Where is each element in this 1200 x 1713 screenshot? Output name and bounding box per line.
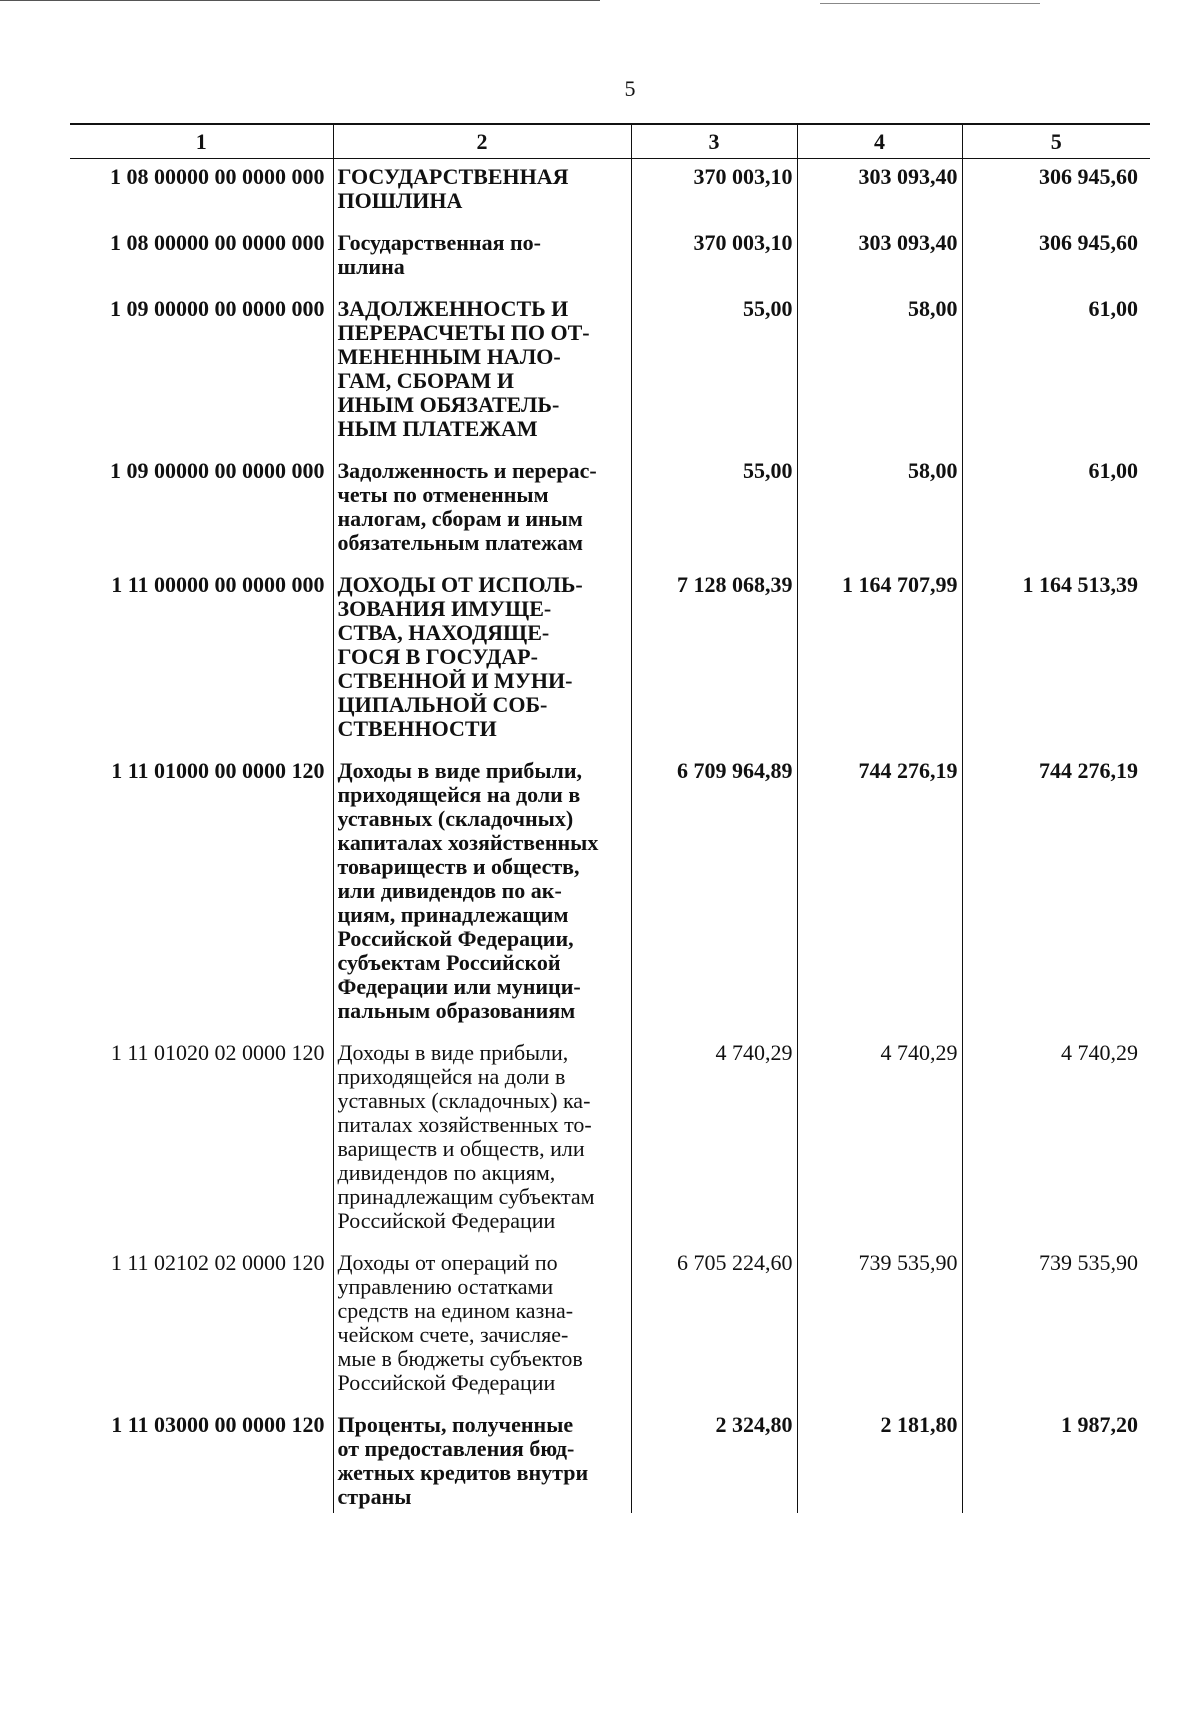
column-header: 2 (333, 124, 631, 159)
revenue-name-line: НЫМ ПЛАТЕЖАМ (337, 416, 538, 441)
row-spacer (70, 279, 1150, 291)
revenue-name (333, 1245, 631, 1395)
revenue-name (333, 567, 631, 741)
budget-code: 1 11 03000 00 0000 120 (111, 1412, 325, 1437)
table-row (70, 567, 1150, 741)
revenue-name-line: или дивидендов по ак- (337, 878, 562, 903)
revenue-name-line: налогам, сборам и иным (337, 506, 583, 531)
budget-code: 1 11 00000 00 0000 000 (111, 572, 325, 597)
amount-column-4: 739 535,90 (797, 1245, 962, 1395)
revenue-name-line: пальным образованиям (337, 998, 576, 1023)
revenue-name-line: ИНЫМ ОБЯЗАТЕЛЬ- (337, 392, 560, 417)
revenue-name-line: приходящейся на доли в (337, 1064, 566, 1089)
amount-column-3: 370 003,10 (631, 159, 797, 214)
amount-column-5: 61,00 (962, 453, 1150, 555)
revenue-name-line: дивидендов по акциям, (337, 1160, 556, 1185)
revenue-name (333, 753, 631, 1023)
revenue-name-line: уставных (складочных) ка- (337, 1088, 591, 1113)
table-row (70, 1407, 1150, 1509)
revenue-name-line: субъектам Российской (337, 950, 561, 975)
revenue-name-line: капиталах хозяйственных (337, 830, 599, 855)
budget-code: 1 11 02102 02 0000 120 (110, 1250, 325, 1275)
revenue-name-line: питалах хозяйственных то- (337, 1112, 592, 1137)
page-number: 5 (624, 76, 636, 101)
amount-column-4: 744 276,19 (797, 753, 962, 1023)
row-spacer (70, 1233, 1150, 1245)
revenue-name-line: ЗАДОЛЖЕННОСТЬ И (337, 296, 569, 321)
table-body (70, 159, 1150, 1514)
revenue-name-line: СТВЕННОСТИ (337, 716, 497, 741)
amount-column-3: 7 128 068,39 (631, 567, 797, 741)
revenue-name-line: ГОСЯ В ГОСУДАР- (337, 644, 538, 669)
revenue-name-line: ДОХОДЫ ОТ ИСПОЛЬ- (337, 572, 583, 597)
revenue-name-line: принадлежащим субъектам (337, 1184, 595, 1209)
table-row (70, 159, 1150, 214)
amount-column-4: 303 093,40 (797, 225, 962, 279)
amount-column-3: 370 003,10 (631, 225, 797, 279)
revenue-name-line: Доходы в виде прибыли, (337, 1040, 569, 1065)
budget-code: 1 11 01020 02 0000 120 (110, 1040, 325, 1065)
scan-edge-line (0, 0, 600, 1)
revenue-name-line: ПЕРЕРАСЧЕТЫ ПО ОТ- (337, 320, 590, 345)
revenue-name-line: управлению остатками (337, 1274, 554, 1299)
amount-column-5: 739 535,90 (962, 1245, 1150, 1395)
amount-column-4: 303 093,40 (797, 159, 962, 214)
revenue-name-line: Доходы от операций по (337, 1250, 558, 1275)
revenue-name (333, 1035, 631, 1233)
row-spacer (70, 1395, 1150, 1407)
revenue-name (333, 225, 631, 279)
amount-column-5: 4 740,29 (962, 1035, 1150, 1233)
revenue-name-line: приходящейся на доли в (337, 782, 581, 807)
revenue-name-line: циям, принадлежащим (337, 902, 569, 927)
amount-column-5: 1 987,20 (962, 1407, 1150, 1509)
revenue-name-line: Федерации или муници- (337, 974, 581, 999)
revenue-name-line: Государственная по- (337, 230, 541, 255)
revenue-name (333, 291, 631, 441)
table-row (70, 291, 1150, 441)
budget-code: 1 11 01000 00 0000 120 (111, 758, 325, 783)
amount-column-3: 55,00 (631, 453, 797, 555)
amount-column-4: 2 181,80 (797, 1407, 962, 1509)
budget-code: 1 09 00000 00 0000 000 (110, 458, 325, 483)
amount-column-4: 58,00 (797, 291, 962, 441)
row-spacer (70, 741, 1150, 753)
budget-code: 1 09 00000 00 0000 000 (110, 296, 325, 321)
revenue-name-line: СТВЕННОЙ И МУНИ- (337, 668, 573, 693)
amount-column-3: 6 705 224,60 (631, 1245, 797, 1395)
revenue-name-line: уставных (складочных) (337, 806, 574, 831)
revenue-name-line: Российской Федерации (337, 1370, 556, 1395)
amount-column-3: 2 324,80 (631, 1407, 797, 1509)
revenue-name-line: обязательным платежам (337, 530, 583, 555)
amount-column-4: 1 164 707,99 (797, 567, 962, 741)
budget-code: 1 08 00000 00 0000 000 (110, 164, 325, 189)
revenue-table (70, 123, 1150, 1513)
table-row (70, 753, 1150, 1023)
revenue-name-line: жетных кредитов внутри (337, 1460, 589, 1485)
amount-column-4: 58,00 (797, 453, 962, 555)
revenue-name-line: Доходы в виде прибыли, (337, 758, 583, 783)
scan-edge-line (820, 3, 1040, 4)
revenue-name-line: четы по отмененным (337, 482, 549, 507)
revenue-name-line: мые в бюджеты субъектов (337, 1346, 583, 1371)
revenue-name-line: ГОСУДАРСТВЕННАЯ (337, 164, 569, 189)
row-spacer (70, 1509, 1150, 1513)
revenue-name (333, 1407, 631, 1509)
table-row (70, 1035, 1150, 1233)
revenue-name-line: ЗОВАНИЯ ИМУЩЕ- (337, 596, 552, 621)
revenue-name-line: товариществ и обществ, (337, 854, 580, 879)
revenue-name-line: Российской Федерации, (337, 926, 574, 951)
table-row (70, 453, 1150, 555)
row-spacer (70, 1023, 1150, 1035)
revenue-name-line: ПОШЛИНА (337, 188, 463, 213)
amount-column-5: 744 276,19 (962, 753, 1150, 1023)
revenue-name-line: Российской Федерации (337, 1208, 556, 1233)
revenue-name-line: МЕНЕННЫМ НАЛО- (337, 344, 561, 369)
revenue-name-line: чейском счете, зачисляе- (337, 1322, 569, 1347)
revenue-name-line: Задолженность и перерас- (337, 458, 597, 483)
column-header: 4 (797, 124, 962, 159)
amount-column-4: 4 740,29 (797, 1035, 962, 1233)
column-header: 5 (962, 124, 1150, 159)
revenue-name-line: ГАМ, СБОРАМ И (337, 368, 515, 393)
amount-column-5: 306 945,60 (962, 159, 1150, 214)
amount-column-5: 61,00 (962, 291, 1150, 441)
revenue-name-line: от предоставления бюд- (337, 1436, 575, 1461)
amount-column-5: 306 945,60 (962, 225, 1150, 279)
amount-column-3: 6 709 964,89 (631, 753, 797, 1023)
amount-column-3: 55,00 (631, 291, 797, 441)
row-spacer (70, 555, 1150, 567)
row-spacer (70, 213, 1150, 225)
row-spacer (70, 441, 1150, 453)
table-header-row (70, 124, 1150, 159)
amount-column-5: 1 164 513,39 (962, 567, 1150, 741)
amount-column-3: 4 740,29 (631, 1035, 797, 1233)
revenue-name (333, 159, 631, 214)
revenue-name-line: Проценты, полученные (337, 1412, 574, 1437)
revenue-name-line: вариществ и обществ, или (337, 1136, 585, 1161)
table-row (70, 1245, 1150, 1395)
table-row (70, 225, 1150, 279)
budget-code: 1 08 00000 00 0000 000 (110, 230, 325, 255)
revenue-name-line: ЦИПАЛЬНОЙ СОБ- (337, 692, 548, 717)
revenue-name-line: страны (337, 1484, 412, 1509)
revenue-name (333, 453, 631, 555)
revenue-name-line: СТВА, НАХОДЯЩЕ- (337, 620, 550, 645)
revenue-name-line: средств на едином казна- (337, 1298, 574, 1323)
column-header: 1 (70, 124, 333, 159)
revenue-name-line: шлина (337, 254, 405, 279)
column-header: 3 (631, 124, 797, 159)
